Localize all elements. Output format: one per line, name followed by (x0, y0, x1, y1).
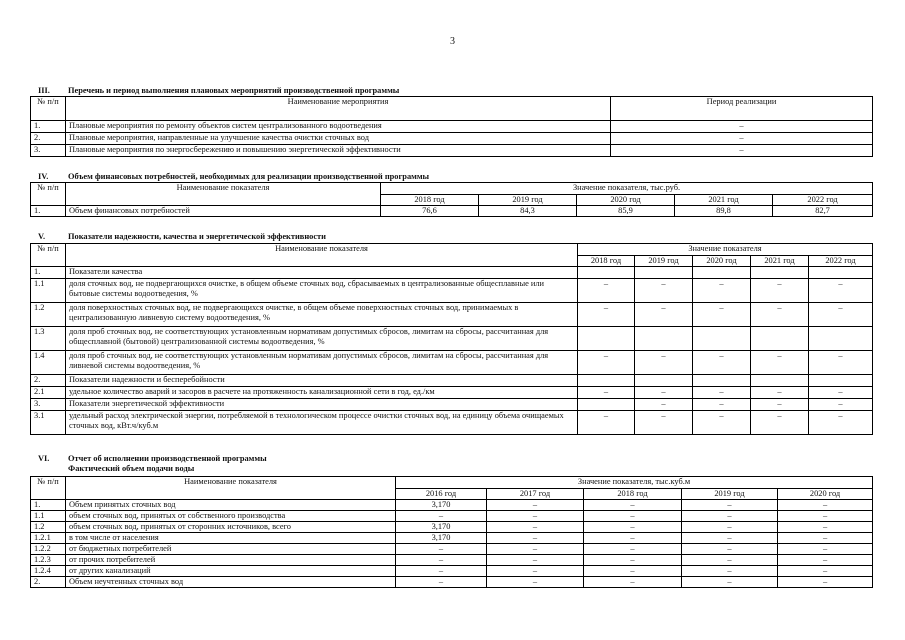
row-value: – (751, 303, 809, 327)
year-header: 2016 год (396, 489, 487, 500)
header-no: № п/п (31, 477, 66, 500)
year-header: 2020 год (693, 256, 751, 267)
row-value: – (751, 399, 809, 411)
row-value: – (578, 303, 635, 327)
row-value: – (682, 533, 778, 544)
row-value: – (682, 522, 778, 533)
row-name: Объем неучтенных сточных вод (66, 577, 396, 588)
table-row (31, 533, 873, 544)
row-value (809, 375, 873, 387)
row-value: – (396, 544, 487, 555)
row-value: – (778, 533, 873, 544)
table-row (31, 133, 873, 145)
row-value: – (809, 387, 873, 399)
row-name: доля проб сточных вод, не соответствующих установленным нормативам допустимых сбросов, лимитам на сбросы, рассчитанная для общесплавной (бытовой) централизованной системы водоотведения, % (66, 327, 578, 351)
row-value: – (584, 500, 682, 511)
row-value (578, 375, 635, 387)
row-value: – (487, 500, 584, 511)
row-name: доля поверхностных сточных вод, не подвергающихся очистке, в общем объеме поверхностных сточных вод, принимаемых в централизованную ливневую систему водоотведения, % (66, 303, 578, 327)
row-value: – (778, 544, 873, 555)
row-value: – (778, 500, 873, 511)
row-number: 1. (31, 206, 66, 217)
row-value: – (682, 555, 778, 566)
year-header: 2019 год (635, 256, 693, 267)
table-row (31, 327, 873, 351)
header-period: Период реализации (611, 97, 873, 121)
row-value: – (778, 577, 873, 588)
table-row (31, 121, 873, 133)
row-value: – (778, 555, 873, 566)
section-4-roman: IV. (38, 172, 49, 181)
row-name: Плановые мероприятия по энергосбережению и повышению энергетической эффективности (66, 145, 611, 157)
row-name: доля проб сточных вод, не соответствующих установленным нормативам допустимых сбросов, лимитам на сбросы, рассчитанная для ливневой системы водоотведения, % (66, 351, 578, 375)
header-no: № п/п (31, 97, 66, 121)
row-value: – (809, 399, 873, 411)
table-row (31, 279, 873, 303)
header-no: № п/п (31, 183, 66, 206)
row-value: – (487, 544, 584, 555)
row-value: – (396, 577, 487, 588)
row-value: – (396, 555, 487, 566)
row-number: 1. (31, 121, 66, 133)
row-number: 1. (31, 267, 66, 279)
table-row (31, 206, 873, 217)
section-4-heading (38, 172, 429, 182)
row-value: – (635, 387, 693, 399)
row-value: – (809, 303, 873, 327)
row-value: – (693, 411, 751, 435)
row-value: – (635, 399, 693, 411)
header-name: Наименование мероприятия (66, 97, 611, 121)
row-name: объем сточных вод, принятых от собственного производства (66, 511, 396, 522)
row-number: 1.3 (31, 327, 66, 351)
row-value: – (682, 577, 778, 588)
row-number: 1.2.2 (31, 544, 66, 555)
table-row (31, 387, 873, 399)
row-value: – (693, 387, 751, 399)
row-value: 84,3 (479, 206, 577, 217)
row-period: – (611, 121, 873, 133)
row-number: 3. (31, 399, 66, 411)
row-value: – (578, 387, 635, 399)
row-number: 1.1 (31, 511, 66, 522)
row-value: 3,170 (396, 533, 487, 544)
row-value: – (809, 279, 873, 303)
section-3-table (30, 96, 873, 157)
year-header: 2020 год (778, 489, 873, 500)
row-value: – (578, 411, 635, 435)
row-value (693, 327, 751, 351)
row-value: – (682, 511, 778, 522)
row-value: – (693, 399, 751, 411)
row-name: Показатели надежности и бесперебойности (66, 375, 578, 387)
table-row (31, 303, 873, 327)
row-value: 3,170 (396, 500, 487, 511)
row-value: – (584, 522, 682, 533)
section-4-title: Объем финансовых потребностей, необходимых для реализации производственной программы (68, 172, 430, 181)
row-name: Объем принятых сточных вод (66, 500, 396, 511)
row-value (578, 399, 635, 411)
row-value: – (778, 566, 873, 577)
row-name: удельный расход электрической энергии, потребляемой в технологическом процессе очистки сточных вод, на единицу объема очищаемых сточных вод, кВт.ч/куб.м (66, 411, 578, 435)
row-value (751, 327, 809, 351)
row-value: – (396, 566, 487, 577)
table-row (31, 577, 873, 588)
row-value: – (578, 351, 635, 375)
row-name: в том числе от населения (66, 533, 396, 544)
row-number: 1.2 (31, 522, 66, 533)
row-number: 1.4 (31, 351, 66, 375)
row-value: – (635, 279, 693, 303)
row-value (693, 267, 751, 279)
year-header: 2021 год (675, 195, 773, 206)
row-value: – (693, 279, 751, 303)
section-6-heading (38, 454, 267, 464)
row-value: – (487, 566, 584, 577)
row-number: 1.1 (31, 279, 66, 303)
section-6-roman: VI. (38, 454, 50, 463)
row-name: от прочих потребителей (66, 555, 396, 566)
row-value (693, 375, 751, 387)
row-value: – (487, 577, 584, 588)
row-value: – (487, 555, 584, 566)
year-header: 2020 год (577, 195, 675, 206)
row-value: 76,6 (381, 206, 479, 217)
section-6-title: Отчет об исполнении производственной программы (68, 454, 267, 463)
row-value: 82,7 (773, 206, 873, 217)
row-value: – (635, 303, 693, 327)
row-value: – (682, 500, 778, 511)
row-value: – (682, 544, 778, 555)
header-value: Значение показателя, тыс.руб. (381, 183, 873, 195)
row-number: 3. (31, 145, 66, 157)
row-value: 85,9 (577, 206, 675, 217)
row-number: 2.1 (31, 387, 66, 399)
row-value: 89,8 (675, 206, 773, 217)
row-number: 1.2.1 (31, 533, 66, 544)
row-value: – (635, 351, 693, 375)
row-value: – (584, 533, 682, 544)
row-value: – (578, 279, 635, 303)
row-name: от бюджетных потребителей (66, 544, 396, 555)
row-value (635, 267, 693, 279)
row-value: – (584, 544, 682, 555)
header-name: Наименование показателя (66, 244, 578, 267)
row-value: – (751, 411, 809, 435)
table-row (31, 375, 873, 387)
row-value: – (584, 566, 682, 577)
row-value: – (778, 511, 873, 522)
row-value: 3,170 (396, 522, 487, 533)
header-no: № п/п (31, 244, 66, 267)
year-header: 2021 год (751, 256, 809, 267)
year-header: 2022 год (809, 256, 873, 267)
header-value: Значение показателя (578, 244, 873, 256)
row-period: – (611, 133, 873, 145)
year-header: 2018 год (578, 256, 635, 267)
section-6-subtitle: Фактический объем подачи воды (68, 464, 195, 473)
row-value: – (584, 577, 682, 588)
row-value (635, 375, 693, 387)
row-name: объем сточных вод, принятых от сторонних источников, всего (66, 522, 396, 533)
section-5-heading (38, 232, 326, 242)
row-value: – (682, 566, 778, 577)
row-value: – (396, 511, 487, 522)
row-number: 2. (31, 375, 66, 387)
row-name: Показатели энергетической эффективности (66, 399, 578, 411)
row-value (751, 375, 809, 387)
header-name: Наименование показателя (66, 183, 381, 206)
section-5-title: Показатели надежности, качества и энергетической эффективности (68, 232, 326, 241)
row-value (578, 267, 635, 279)
table-row (31, 351, 873, 375)
section-3-heading (38, 86, 399, 96)
year-header: 2017 год (487, 489, 584, 500)
year-header: 2019 год (479, 195, 577, 206)
header-name: Наименование показателя (66, 477, 396, 500)
table-row (31, 511, 873, 522)
year-header: 2018 год (381, 195, 479, 206)
table-row (31, 566, 873, 577)
row-number: 3.1 (31, 411, 66, 435)
row-number: 2. (31, 577, 66, 588)
row-value (809, 267, 873, 279)
row-number: 1. (31, 500, 66, 511)
row-value: – (693, 303, 751, 327)
row-name: Показатели качества (66, 267, 578, 279)
row-name: Плановые мероприятия, направленные на улучшение качества очистки сточных вод (66, 133, 611, 145)
row-name: удельное количество аварий и засоров в расчете на протяженность канализационной сети в год, ед./км (66, 387, 578, 399)
row-number: 1.2 (31, 303, 66, 327)
section-6-table (30, 476, 873, 588)
section-3-title: Перечень и период выполнения плановых мероприятий производственной программы (68, 86, 400, 95)
row-name: Объем финансовых потребностей (66, 206, 381, 217)
year-header: 2022 год (773, 195, 873, 206)
row-value (809, 327, 873, 351)
row-name: Плановые мероприятия по ремонту объектов систем централизованного водоотведения (66, 121, 611, 133)
section-3-roman: III. (38, 86, 50, 95)
row-value: – (487, 522, 584, 533)
row-value: – (693, 351, 751, 375)
table-row (31, 399, 873, 411)
row-name: доля сточных вод, не подвергающихся очистке, в общем объеме сточных вод, сбрасываемых в централизованные общесплавные или бытовые системы водоотведения, % (66, 279, 578, 303)
row-value: – (584, 555, 682, 566)
row-value (635, 327, 693, 351)
year-header: 2018 год (584, 489, 682, 500)
year-header: 2019 год (682, 489, 778, 500)
row-value (578, 327, 635, 351)
table-row (31, 522, 873, 533)
page-number: 3 (450, 36, 455, 47)
row-value: – (487, 511, 584, 522)
section-5-table (30, 243, 873, 435)
table-row (31, 267, 873, 279)
row-value: – (751, 351, 809, 375)
row-period: – (611, 145, 873, 157)
header-value: Значение показателя, тыс.куб.м (396, 477, 873, 489)
row-number: 2. (31, 133, 66, 145)
row-value: – (584, 511, 682, 522)
row-value: – (809, 351, 873, 375)
row-number: 1.2.4 (31, 566, 66, 577)
section-5-roman: V. (38, 232, 46, 241)
row-number: 1.2.3 (31, 555, 66, 566)
row-value: – (778, 522, 873, 533)
row-name: от других канализаций (66, 566, 396, 577)
row-value: – (809, 411, 873, 435)
section-4-table (30, 182, 873, 217)
table-row (31, 500, 873, 511)
table-row (31, 411, 873, 435)
row-value: – (487, 533, 584, 544)
table-row (31, 544, 873, 555)
table-row (31, 555, 873, 566)
table-row (31, 145, 873, 157)
row-value: – (751, 387, 809, 399)
row-value: – (751, 279, 809, 303)
row-value: – (635, 411, 693, 435)
row-value (751, 267, 809, 279)
